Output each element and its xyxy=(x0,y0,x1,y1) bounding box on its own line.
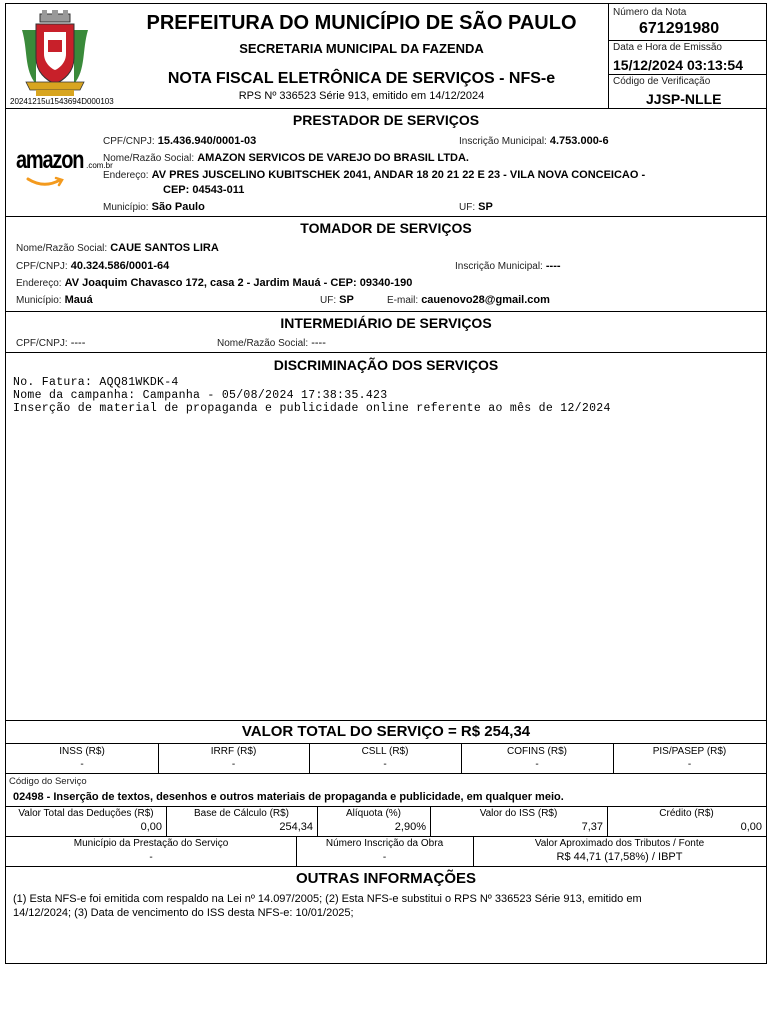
services-line: No. Fatura: AQQ81WKDK-4 xyxy=(13,376,179,389)
provider-cnpj: 15.436.940/0001-03 xyxy=(157,135,257,147)
deductions-label: Valor Total das Deduções (R$) xyxy=(18,808,154,819)
provider-address-line2: CEP: 04543-011 xyxy=(163,184,245,196)
amazon-logo xyxy=(16,146,113,194)
provider-im-row xyxy=(459,135,609,147)
provider-cnpj-row xyxy=(103,135,256,147)
amazon-logo-text: amazon xyxy=(16,146,84,174)
credit-label: Crédito (R$) xyxy=(659,808,714,819)
taker-name: CAUE SANTOS LIRA xyxy=(110,242,219,254)
taker-email-label: E-mail: xyxy=(387,295,419,306)
credit-value: 0,00 xyxy=(740,821,762,833)
taker-city-label: Município: xyxy=(16,295,62,306)
tax-value-pispasep: - xyxy=(687,759,692,770)
taker-city-row xyxy=(16,294,93,306)
tax-label-irrf: IRRF (R$) xyxy=(210,746,257,757)
header-divider xyxy=(608,4,609,108)
provider-name-row xyxy=(103,152,469,164)
service-code: 02498 - Inserção de textos, desenhos e outros materiais de propaganda e publicidade, em qualquer meio. xyxy=(13,791,564,803)
rate-label: Alíquota (%) xyxy=(345,808,402,819)
work-registration-value: - xyxy=(382,852,387,863)
intermediary-name: ---- xyxy=(311,337,326,349)
deductions-value: 0,00 xyxy=(140,821,162,833)
approx-taxes-label: Valor Aproximado dos Tributos / Fonte xyxy=(534,838,705,849)
taker-city: Mauá xyxy=(64,294,93,306)
city-hall-title: PREFEITURA DO MUNICÍPIO DE SÃO PAULO xyxy=(146,12,577,34)
tax-value-inss: - xyxy=(80,759,84,770)
provider-uf-label: UF: xyxy=(459,202,476,213)
rate-value: 2,90% xyxy=(394,821,426,833)
intermediary-cnpj: ---- xyxy=(70,337,86,349)
service-place-label: Município da Prestação do Serviço xyxy=(73,838,229,849)
provider-city: São Paulo xyxy=(151,201,205,213)
other-info-title: OUTRAS INFORMAÇÕES xyxy=(296,870,476,887)
amazon-smile-icon xyxy=(26,176,66,190)
provider-uf-row xyxy=(459,201,493,213)
tax-label-inss: INSS (R$) xyxy=(59,746,105,757)
provider-im-label: Inscrição Municipal: xyxy=(459,136,547,147)
taker-im: ---- xyxy=(545,260,561,272)
verification-code: JJSP-NLLE xyxy=(646,91,722,107)
tax-label-cofins: COFINS (R$) xyxy=(507,746,567,757)
document-title: NOTA FISCAL ELETRÔNICA DE SERVIÇOS - NFS-e xyxy=(167,70,556,87)
nfse-document xyxy=(5,3,767,964)
taker-name-label: Nome/Razão Social: xyxy=(16,243,108,254)
provider-city-label: Município: xyxy=(103,202,149,213)
rps-line: RPS Nº 336523 Série 913, emitido em 14/12/2024 xyxy=(238,90,485,102)
taker-uf-label: UF: xyxy=(320,295,337,306)
taker-cnpj-row xyxy=(16,260,169,272)
department-title: SECRETARIA MUNICIPAL DA FAZENDA xyxy=(239,41,484,56)
work-registration-label: Número Inscrição da Obra xyxy=(325,838,444,849)
intermediary-name-label: Nome/Razão Social: xyxy=(217,338,309,349)
provider-name: AMAZON SERVICOS DE VAREJO DO BRASIL LTDA. xyxy=(197,152,469,164)
taker-uf: SP xyxy=(339,294,354,306)
tax-label-csll: CSLL (R$) xyxy=(361,746,409,757)
intermediary-cnpj-label: CPF/CNPJ: xyxy=(16,338,68,349)
taker-im-row xyxy=(455,260,561,272)
tax-value-irrf: - xyxy=(231,759,236,770)
issue-datetime-label: Data e Hora de Emissão xyxy=(613,42,722,53)
taker-section-title: TOMADOR DE SERVIÇOS xyxy=(300,220,472,236)
city-coat-of-arms xyxy=(18,10,92,98)
calc-base-label: Base de Cálculo (R$) xyxy=(193,808,290,819)
tax-value-cofins: - xyxy=(535,759,539,770)
provider-city-row xyxy=(103,201,205,213)
taker-address-row xyxy=(16,277,412,289)
services-line: Nome da campanha: Campanha - 05/08/2024 17:38:35.423 xyxy=(13,389,388,402)
note-number: 671291980 xyxy=(639,20,720,37)
provider-section-title: PRESTADOR DE SERVIÇOS xyxy=(292,112,480,128)
provider-address-label: Endereço: xyxy=(103,170,149,181)
tax-value-csll: - xyxy=(383,759,387,770)
provider-name-label: Nome/Razão Social: xyxy=(103,153,195,164)
intermediary-name-row xyxy=(217,337,326,349)
provider-uf: SP xyxy=(478,201,493,213)
provider-address-row xyxy=(103,169,645,181)
taker-im-label: Inscrição Municipal: xyxy=(455,261,543,272)
taker-email-row xyxy=(387,294,550,306)
other-info-line: 14/12/2024; (3) Data de vencimento do ISS desta NFS-e: 10/01/2025; xyxy=(13,907,354,919)
barcode-text: 20241215u1543694D000103 xyxy=(10,97,114,106)
verification-code-label: Código de Verificação xyxy=(613,76,711,87)
intermediary-cnpj-row xyxy=(16,337,85,349)
taker-name-row xyxy=(16,242,219,254)
service-code-label: Código do Serviço xyxy=(9,776,87,787)
services-section-title: DISCRIMINAÇÃO DOS SERVIÇOS xyxy=(273,357,499,373)
note-number-label: Número da Nota xyxy=(613,7,687,18)
taker-address-label: Endereço: xyxy=(16,278,62,289)
calc-base-value: 254,34 xyxy=(279,821,313,833)
taker-cnpj-label: CPF/CNPJ: xyxy=(16,261,68,272)
services-line: Inserção de material de propaganda e publicidade online referente ao mês de 12/2024 xyxy=(13,402,611,415)
taker-uf-row xyxy=(320,294,354,306)
provider-cnpj-label: CPF/CNPJ: xyxy=(103,136,155,147)
approx-taxes-value: R$ 44,71 (17,58%) / IBPT xyxy=(556,851,683,863)
provider-im: 4.753.000-6 xyxy=(549,135,609,147)
total-value-title: VALOR TOTAL DO SERVIÇO = R$ 254,34 xyxy=(241,723,531,740)
provider-address-line1: AV PRES JUSCELINO KUBITSCHEK 2041, ANDAR 18 20 21 22 E 23 - VILA NOVA CONCEICAO - xyxy=(151,169,646,181)
tax-label-pispasep: PIS/PASEP (R$) xyxy=(652,746,727,757)
service-place-value: - xyxy=(149,852,153,863)
iss-value: 7,37 xyxy=(581,821,603,833)
taker-address: AV Joaquim Chavasco 172, casa 2 - Jardim Mauá - CEP: 09340-190 xyxy=(64,277,413,289)
iss-value-label: Valor do ISS (R$) xyxy=(479,808,558,819)
other-info-line: (1) Esta NFS-e foi emitida com respaldo na Lei nº 14.097/2005; (2) Esta NFS-e substitui o RPS Nº 336523 Série 913, emitido em xyxy=(13,893,642,905)
taker-cnpj: 40.324.586/0001-64 xyxy=(70,260,170,272)
amazon-logo-suffix: .com.br xyxy=(86,161,113,170)
issue-datetime: 15/12/2024 03:13:54 xyxy=(613,57,743,73)
taker-email: cauenovo28@gmail.com xyxy=(421,294,550,306)
intermediary-section-title: INTERMEDIÁRIO DE SERVIÇOS xyxy=(280,315,492,331)
